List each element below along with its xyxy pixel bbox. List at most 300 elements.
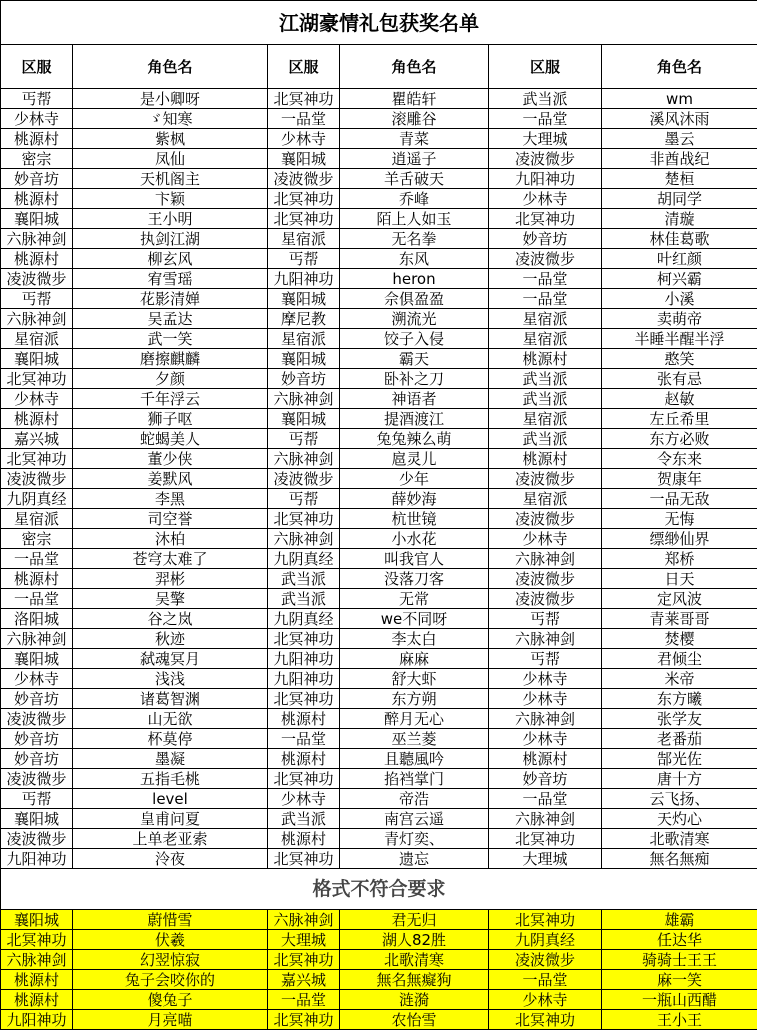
role-cell[interactable]: 王小明 [73,209,268,229]
winner-row [1,809,757,829]
role-cell[interactable]: 胡同学 [602,189,757,209]
server-cell[interactable]: 丐帮 [1,89,73,109]
server-cell[interactable]: 少林寺 [1,669,73,689]
role-cell[interactable]: 無名無癡狗 [340,970,489,990]
server-cell[interactable]: 嘉兴城 [268,970,340,990]
role-cell[interactable]: 清璇 [602,209,757,229]
server-cell[interactable]: 一品堂 [268,990,340,1010]
role-cell[interactable]: 东风 [340,249,489,269]
role-cell[interactable]: 雄霸 [602,910,757,930]
role-cell[interactable]: 云飞扬、 [602,789,757,809]
invalid-row [1,950,757,970]
role-cell[interactable]: 司空誉 [73,509,268,529]
role-cell[interactable]: 伏羲 [73,930,268,950]
role-cell[interactable]: 弑魂冥月 [73,649,268,669]
role-cell[interactable]: 花影清婵 [73,289,268,309]
server-cell[interactable]: 六脉神剑 [268,389,340,409]
server-cell[interactable]: 少林寺 [489,669,602,689]
server-cell[interactable]: 北冥神功 [489,209,602,229]
role-cell[interactable]: 李黑 [73,489,268,509]
role-cell[interactable]: 半睡半醒半浮 [602,329,757,349]
server-cell[interactable]: 凌波微步 [489,589,602,609]
server-cell[interactable]: 一品堂 [1,549,73,569]
server-cell[interactable]: 大理城 [489,849,602,869]
role-cell[interactable]: 南宫云遥 [340,809,489,829]
role-cell[interactable]: 董少侠 [73,449,268,469]
winner-row [1,729,757,749]
role-cell[interactable]: 非酋战纪 [602,149,757,169]
server-cell[interactable]: 六脉神剑 [489,549,602,569]
server-cell[interactable]: 北冥神功 [268,1010,340,1030]
server-cell[interactable]: 大理城 [268,930,340,950]
server-cell[interactable]: 摩尼教 [268,309,340,329]
role-cell[interactable]: 帝浩 [340,789,489,809]
role-cell[interactable]: 武一笑 [73,329,268,349]
server-cell[interactable]: 六脉神剑 [489,629,602,649]
server-cell[interactable]: 九阴真经 [268,609,340,629]
role-cell[interactable]: 唐十方 [602,769,757,789]
winner-row [1,209,757,229]
role-cell[interactable]: we不同呀 [340,609,489,629]
role-cell[interactable]: 月亮喵 [73,1010,268,1030]
server-cell[interactable]: 六脉神剑 [489,709,602,729]
server-cell[interactable]: 北冥神功 [268,629,340,649]
role-cell[interactable]: 少年 [340,469,489,489]
winner-row [1,629,757,649]
role-cell[interactable]: 青菜 [340,129,489,149]
server-cell[interactable]: 襄阳城 [268,149,340,169]
server-cell[interactable]: 丐帮 [489,649,602,669]
server-cell[interactable]: 北冥神功 [268,189,340,209]
server-cell[interactable]: 桃源村 [489,349,602,369]
server-cell[interactable]: 丐帮 [1,289,73,309]
role-cell[interactable]: 掐裆掌门 [340,769,489,789]
server-cell[interactable]: 九阳神功 [268,269,340,289]
winner-row [1,569,757,589]
server-cell[interactable]: 星宿派 [1,329,73,349]
server-cell[interactable]: 桃源村 [1,189,73,209]
server-cell[interactable]: 九阳神功 [489,169,602,189]
role-cell[interactable]: 巫兰菱 [340,729,489,749]
role-cell[interactable]: 柳玄风 [73,249,268,269]
server-cell[interactable]: 北冥神功 [268,509,340,529]
role-cell[interactable]: 佘俱盈盈 [340,289,489,309]
role-cell[interactable]: 狮子呕 [73,409,268,429]
server-cell[interactable]: 星宿派 [489,329,602,349]
role-cell[interactable]: 卞颖 [73,189,268,209]
role-cell[interactable]: 无名拳 [340,229,489,249]
server-cell[interactable]: 襄阳城 [1,649,73,669]
server-cell[interactable]: 九阳神功 [268,649,340,669]
role-cell[interactable]: 吴擎 [73,589,268,609]
role-cell[interactable]: ゞ知寒 [73,109,268,129]
role-cell[interactable]: 天机阁主 [73,169,268,189]
server-cell[interactable]: 襄阳城 [1,910,73,930]
server-cell[interactable]: 六脉神剑 [489,809,602,829]
server-cell[interactable]: 星宿派 [489,409,602,429]
role-cell[interactable]: 上单老亚索 [73,829,268,849]
role-cell[interactable]: 乔峰 [340,189,489,209]
server-cell[interactable]: 桃源村 [268,749,340,769]
server-cell[interactable]: 六脉神剑 [268,529,340,549]
role-cell[interactable]: 米帝 [602,669,757,689]
role-cell[interactable]: level [73,789,268,809]
role-cell[interactable]: 湖人82胜 [340,930,489,950]
server-cell[interactable]: 凌波微步 [1,829,73,849]
invalid-row [1,910,757,930]
server-cell[interactable]: 星宿派 [1,509,73,529]
server-cell[interactable]: 桃源村 [1,990,73,1010]
server-cell[interactable]: 桃源村 [1,129,73,149]
server-cell[interactable]: 北冥神功 [489,829,602,849]
title-row [1,1,757,45]
server-cell[interactable]: 北冥神功 [268,89,340,109]
server-cell[interactable]: 桃源村 [1,409,73,429]
role-cell[interactable]: 沐柏 [73,529,268,549]
role-cell[interactable]: 没落刀客 [340,569,489,589]
role-cell[interactable]: 执剑江湖 [73,229,268,249]
server-cell[interactable]: 丐帮 [1,789,73,809]
server-cell[interactable]: 一品堂 [268,729,340,749]
server-cell[interactable]: 桃源村 [1,569,73,589]
role-cell[interactable]: 李太白 [340,629,489,649]
role-cell[interactable]: 谷之岚 [73,609,268,629]
role-cell[interactable]: 诸葛智渊 [73,689,268,709]
server-cell[interactable]: 武当派 [489,369,602,389]
server-cell[interactable]: 一品堂 [489,970,602,990]
server-cell[interactable]: 襄阳城 [1,349,73,369]
role-cell[interactable]: wm [602,89,757,109]
invalid-row [1,1010,757,1030]
role-cell[interactable]: 薛妙海 [340,489,489,509]
invalid-row [1,990,757,1010]
role-cell[interactable]: 定风波 [602,589,757,609]
role-cell[interactable]: 霸天 [340,349,489,369]
role-cell[interactable]: 一瓶山西醋 [602,990,757,1010]
server-cell[interactable]: 桃源村 [268,829,340,849]
role-cell[interactable]: 贺康年 [602,469,757,489]
role-cell[interactable]: 北歌清寒 [340,950,489,970]
server-cell[interactable]: 妙音坊 [1,729,73,749]
server-cell[interactable]: 少林寺 [268,789,340,809]
server-cell[interactable]: 丐帮 [489,609,602,629]
server-cell[interactable]: 六脉神剑 [1,309,73,329]
role-cell[interactable]: 陌上人如玉 [340,209,489,229]
role-cell[interactable]: 老番茄 [602,729,757,749]
server-cell[interactable]: 襄阳城 [268,349,340,369]
server-cell[interactable]: 凌波微步 [489,569,602,589]
server-cell[interactable]: 少林寺 [1,109,73,129]
role-cell[interactable]: 叫我官人 [340,549,489,569]
role-cell[interactable]: 焚樱 [602,629,757,649]
server-cell[interactable]: 大理城 [489,129,602,149]
role-cell[interactable]: 杭世镜 [340,509,489,529]
server-cell[interactable]: 星宿派 [268,229,340,249]
role-cell[interactable]: 农怡雪 [340,1010,489,1030]
role-cell[interactable]: 墨凝 [73,749,268,769]
winner-row [1,129,757,149]
role-cell[interactable]: 蛇蝎美人 [73,429,268,449]
header-server-1[interactable]: 区服 [1,45,73,89]
server-cell[interactable]: 北冥神功 [268,689,340,709]
server-cell[interactable]: 丐帮 [268,429,340,449]
role-cell[interactable]: 溪风沐雨 [602,109,757,129]
server-cell[interactable]: 九阳神功 [1,849,73,869]
server-cell[interactable]: 星宿派 [489,489,602,509]
server-cell[interactable]: 襄阳城 [1,809,73,829]
server-cell[interactable]: 桃源村 [489,449,602,469]
role-cell[interactable]: 姜默风 [73,469,268,489]
role-cell[interactable]: 磨擦麒麟 [73,349,268,369]
server-cell[interactable]: 桃源村 [268,709,340,729]
role-cell[interactable]: 紫枫 [73,129,268,149]
role-cell[interactable]: 饺子入侵 [340,329,489,349]
role-cell[interactable]: 扈灵儿 [340,449,489,469]
winner-row [1,669,757,689]
header-server-3[interactable]: 区服 [489,45,602,89]
role-cell[interactable]: 夕颜 [73,369,268,389]
role-cell[interactable]: 瞿皓轩 [340,89,489,109]
server-cell[interactable]: 一品堂 [489,289,602,309]
server-cell[interactable]: 凌波微步 [1,269,73,289]
role-cell[interactable]: 滚雕谷 [340,109,489,129]
sheet-title[interactable]: 江湖豪情礼包获奖名单 [1,1,757,45]
server-cell[interactable]: 九阳神功 [268,669,340,689]
role-cell[interactable]: 羊舌破天 [340,169,489,189]
server-cell[interactable]: 六脉神剑 [1,629,73,649]
server-cell[interactable]: 北冥神功 [1,930,73,950]
server-cell[interactable]: 北冥神功 [268,950,340,970]
role-cell[interactable]: 缥缈仙界 [602,529,757,549]
server-cell[interactable]: 妙音坊 [1,169,73,189]
role-cell[interactable]: 日天 [602,569,757,589]
role-cell[interactable]: 遗忘 [340,849,489,869]
winner-row [1,609,757,629]
server-cell[interactable]: 北冥神功 [268,849,340,869]
server-cell[interactable]: 凌波微步 [1,469,73,489]
invalid-row [1,970,757,990]
role-cell[interactable]: 秋迹 [73,629,268,649]
server-cell[interactable]: 星宿派 [268,329,340,349]
role-cell[interactable]: 羿彬 [73,569,268,589]
role-cell[interactable]: 郑桥 [602,549,757,569]
role-cell[interactable]: 皇甫问夏 [73,809,268,829]
server-cell[interactable]: 凌波微步 [268,469,340,489]
server-cell[interactable]: 凌波微步 [1,709,73,729]
server-cell[interactable]: 少林寺 [489,529,602,549]
server-cell[interactable]: 少林寺 [268,129,340,149]
header-row [1,45,757,89]
role-cell[interactable]: 苍穹太难了 [73,549,268,569]
server-cell[interactable]: 北冥神功 [489,1010,602,1030]
winner-row [1,369,757,389]
server-cell[interactable]: 九阳神功 [1,1010,73,1030]
winner-row [1,789,757,809]
server-cell[interactable]: 武当派 [268,809,340,829]
server-cell[interactable]: 凌波微步 [489,469,602,489]
role-cell[interactable]: 是小卿呀 [73,89,268,109]
winner-row [1,409,757,429]
role-cell[interactable]: 涟漪 [340,990,489,1010]
role-cell[interactable]: 幻翌惊寂 [73,950,268,970]
role-cell[interactable]: 令东来 [602,449,757,469]
server-cell[interactable]: 北冥神功 [268,769,340,789]
winner-row [1,829,757,849]
role-cell[interactable]: 提酒渡江 [340,409,489,429]
server-cell[interactable]: 凌波微步 [489,509,602,529]
role-cell[interactable]: heron [340,269,489,289]
role-cell[interactable]: 东方曦 [602,689,757,709]
server-cell[interactable]: 北冥神功 [489,910,602,930]
role-cell[interactable]: 五指毛桃 [73,769,268,789]
role-cell[interactable]: 泠夜 [73,849,268,869]
server-cell[interactable]: 武当派 [489,389,602,409]
server-cell[interactable]: 桃源村 [1,970,73,990]
server-cell[interactable]: 丐帮 [268,249,340,269]
server-cell[interactable]: 洛阳城 [1,609,73,629]
server-cell[interactable]: 六脉神剑 [1,950,73,970]
role-cell[interactable]: 杯莫停 [73,729,268,749]
server-cell[interactable]: 桃源村 [489,749,602,769]
server-cell[interactable]: 密宗 [1,149,73,169]
server-cell[interactable]: 武当派 [489,89,602,109]
server-cell[interactable]: 武当派 [268,589,340,609]
role-cell[interactable]: 卖萌帝 [602,309,757,329]
role-cell[interactable]: 天灼心 [602,809,757,829]
server-cell[interactable]: 九阴真经 [1,489,73,509]
role-cell[interactable]: 郜光佐 [602,749,757,769]
role-cell[interactable]: 柯兴霸 [602,269,757,289]
server-cell[interactable]: 嘉兴城 [1,429,73,449]
server-cell[interactable]: 一品堂 [489,109,602,129]
role-cell[interactable]: 憨笑 [602,349,757,369]
role-cell[interactable]: 且聽風吟 [340,749,489,769]
role-cell[interactable]: 北歌清寒 [602,829,757,849]
role-cell[interactable]: 傻兔子 [73,990,268,1010]
role-cell[interactable]: 蔚惜雪 [73,910,268,930]
server-cell[interactable]: 桃源村 [1,249,73,269]
server-cell[interactable]: 北冥神功 [1,449,73,469]
role-cell[interactable]: 张学友 [602,709,757,729]
header-role-2[interactable]: 角色名 [340,45,489,89]
role-cell[interactable]: 山无欲 [73,709,268,729]
role-cell[interactable]: 左丘希里 [602,409,757,429]
role-cell[interactable]: 青灯奕、 [340,829,489,849]
role-cell[interactable]: 溯流光 [340,309,489,329]
server-cell[interactable]: 襄阳城 [268,289,340,309]
server-cell[interactable]: 凌波微步 [489,950,602,970]
role-cell[interactable]: 骑骑士王王 [602,950,757,970]
server-cell[interactable]: 妙音坊 [489,769,602,789]
role-cell[interactable]: 无悔 [602,509,757,529]
header-server-2[interactable]: 区服 [268,45,340,89]
role-cell[interactable]: 兔兔辣么萌 [340,429,489,449]
header-role-1[interactable]: 角色名 [73,45,268,89]
server-cell[interactable]: 妙音坊 [268,369,340,389]
server-cell[interactable]: 少林寺 [1,389,73,409]
role-cell[interactable]: 无常 [340,589,489,609]
server-cell[interactable]: 六脉神剑 [1,229,73,249]
server-cell[interactable]: 少林寺 [489,689,602,709]
role-cell[interactable]: 兔子会咬你的 [73,970,268,990]
server-cell[interactable]: 一品堂 [268,109,340,129]
role-cell[interactable]: 無名無痴 [602,849,757,869]
server-cell[interactable]: 九阴真经 [489,930,602,950]
role-cell[interactable]: 一品无敌 [602,489,757,509]
server-cell[interactable]: 六脉神剑 [268,449,340,469]
header-role-3[interactable]: 角色名 [602,45,757,89]
role-cell[interactable]: 赵敏 [602,389,757,409]
role-cell[interactable]: 醉月无心 [340,709,489,729]
server-cell[interactable]: 妙音坊 [1,749,73,769]
role-cell[interactable]: 林佳葛歌 [602,229,757,249]
server-cell[interactable]: 少林寺 [489,189,602,209]
role-cell[interactable]: 卧补之刀 [340,369,489,389]
server-cell[interactable]: 少林寺 [489,990,602,1010]
server-cell[interactable]: 密宗 [1,529,73,549]
role-cell[interactable]: 麻一笑 [602,970,757,990]
server-cell[interactable]: 妙音坊 [1,689,73,709]
role-cell[interactable]: 王小王 [602,1010,757,1030]
server-cell[interactable]: 武当派 [489,429,602,449]
role-cell[interactable]: 神语者 [340,389,489,409]
role-cell[interactable]: 宥雪瑶 [73,269,268,289]
role-cell[interactable]: 凤仙 [73,149,268,169]
winner-row [1,769,757,789]
invalid-section-title[interactable]: 格式不符合要求 [1,869,757,910]
role-cell[interactable]: 叶红颜 [602,249,757,269]
server-cell[interactable]: 凌波微步 [268,169,340,189]
server-cell[interactable]: 凌波微步 [489,149,602,169]
role-cell[interactable]: 墨云 [602,129,757,149]
role-cell[interactable]: 东方必败 [602,429,757,449]
server-cell[interactable]: 北冥神功 [1,369,73,389]
role-cell[interactable]: 吴孟达 [73,309,268,329]
server-cell[interactable]: 妙音坊 [489,229,602,249]
server-cell[interactable]: 襄阳城 [268,409,340,429]
role-cell[interactable]: 麻麻 [340,649,489,669]
role-cell[interactable]: 小溪 [602,289,757,309]
role-cell[interactable]: 君倾尘 [602,649,757,669]
role-cell[interactable]: 小水花 [340,529,489,549]
role-cell[interactable]: 任达华 [602,930,757,950]
server-cell[interactable]: 六脉神剑 [268,910,340,930]
server-cell[interactable]: 一品堂 [1,589,73,609]
role-cell[interactable]: 青莱哥哥 [602,609,757,629]
role-cell[interactable]: 东方朔 [340,689,489,709]
role-cell[interactable]: 逍遥子 [340,149,489,169]
role-cell[interactable]: 千年浮云 [73,389,268,409]
winner-row [1,649,757,669]
server-cell[interactable]: 少林寺 [489,729,602,749]
role-cell[interactable]: 浅浅 [73,669,268,689]
server-cell[interactable]: 九阴真经 [268,549,340,569]
server-cell[interactable]: 星宿派 [489,309,602,329]
server-cell[interactable]: 凌波微步 [489,249,602,269]
server-cell[interactable]: 一品堂 [489,269,602,289]
role-cell[interactable]: 楚桓 [602,169,757,189]
winner-row [1,229,757,249]
server-cell[interactable]: 襄阳城 [1,209,73,229]
server-cell[interactable]: 凌波微步 [1,769,73,789]
role-cell[interactable]: 君无归 [340,910,489,930]
server-cell[interactable]: 丐帮 [268,489,340,509]
server-cell[interactable]: 一品堂 [489,789,602,809]
server-cell[interactable]: 北冥神功 [268,209,340,229]
role-cell[interactable]: 张有忌 [602,369,757,389]
server-cell[interactable]: 武当派 [268,569,340,589]
role-cell[interactable]: 舒大虾 [340,669,489,689]
